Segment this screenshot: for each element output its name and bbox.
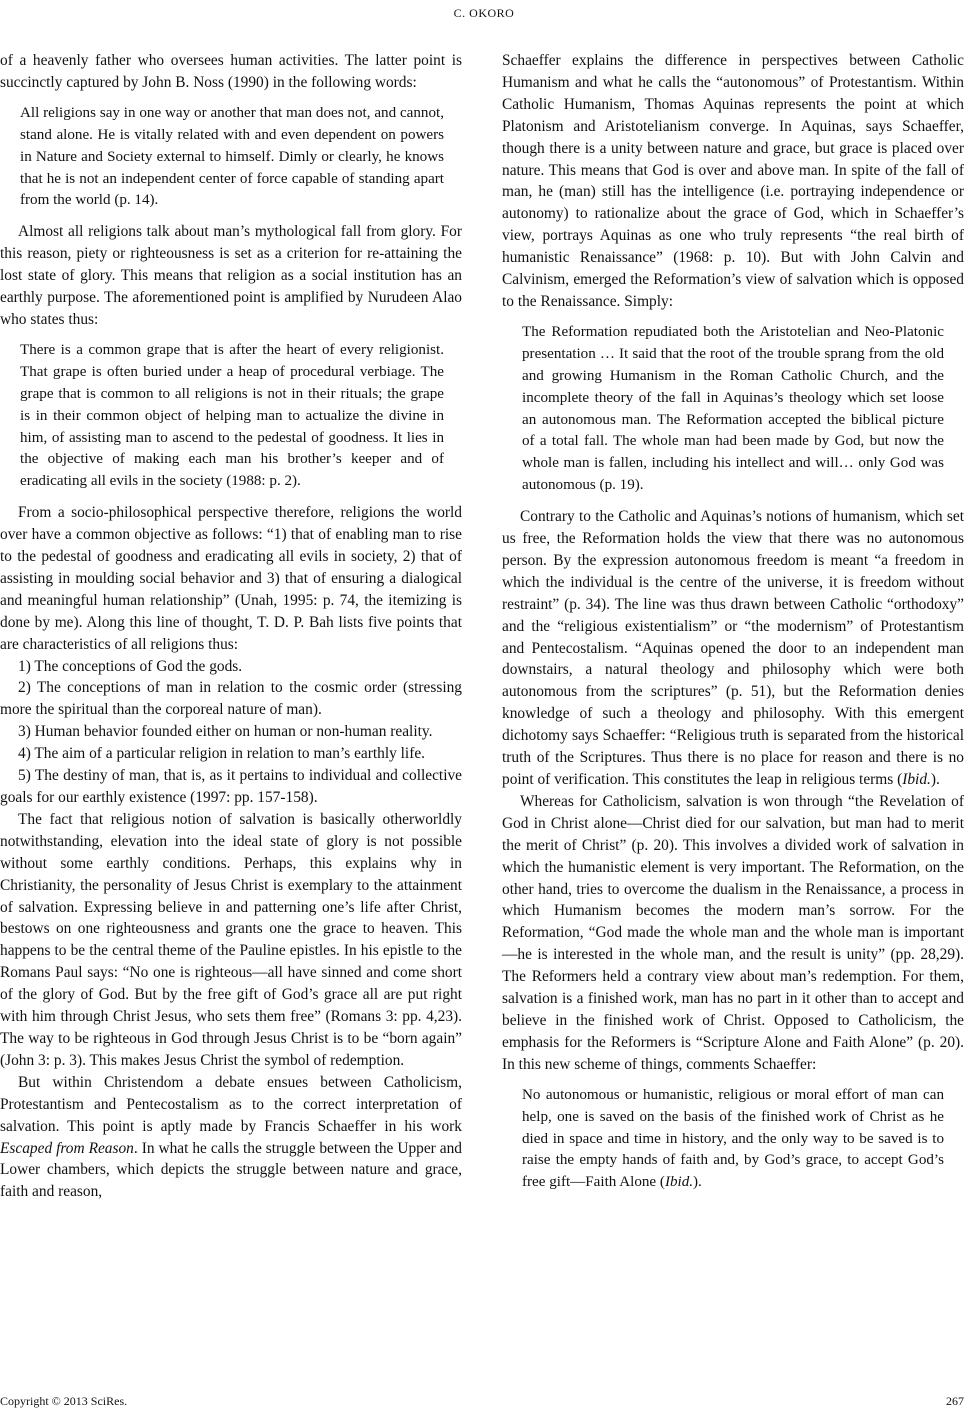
ibid-citation: Ibid. (664, 1174, 694, 1191)
text-run: . In what he calls the struggle between the Upper and Lower chambers, which depicts the struggle between nature and grace, faith and reason, (0, 1139, 462, 1201)
paragraph (502, 506, 964, 791)
book-title: Escaped from Reason (0, 1139, 134, 1157)
footer-copyright: Copyright © 2013 SciRes. (0, 1394, 128, 1408)
list-item: 5) The destiny of man, that is, as it pertains to individual and collective goals for our earthly existence (1997: pp. 157-158). (0, 767, 462, 806)
block-quote: All religions say in one way or another that man does not, and cannot, stand alone. He is vitally related with and even dependent on powers in Nature and Society external to himself. Dimly or clearly, he knows that he is not an independent center of force capable of standing apart from the world (p. 14). (20, 104, 444, 209)
block-quote (522, 1085, 944, 1195)
text-run: ). (930, 771, 940, 788)
paragraph: of a heavenly father who oversees human activities. The latter point is succinctly captured by John B. Noss (1990) in the following words: (0, 52, 462, 91)
ibid-citation: Ibid. (902, 771, 931, 788)
paragraph: The fact that religious notion of salvation is basically otherworldly notwithstanding, elevation into the ideal state of glory is not possible without some earthly conditions. Perhaps, this explains why in Christianity, the personality of Jesus Christ is exemplary to the attainment of salvation. Expressing believe in and patterning one’s life after Christ, bestows on one righteousness and grants one the grace to heaven. This happens to be the central theme of the Pauline epistles. In his epistle to the Romans Paul says: “No one is righteous—all have sinned and come short of the glory of God. But by the free gift of God’s grace all are put right with him through Christ Jesus, who sets them free” (Romans 3: pp. 4,23). The way to be righteous in God through Jesus Christ is to be “born again” (John 3: p. 3). This makes Jesus Christ the symbol of redemption. (0, 810, 462, 1069)
paragraph: From a socio-philosophical perspective therefore, religions the world over have a common objective as follows: “1) that of enabling man to rise to the pedestal of goodness and eradicating all evils in society, 2) that of assisting in moulding social behavior and 3) that of ensuring a dialogical and meaningful human relationship” (Unah, 1995: p. 74, the itemizing is done by me). Along this line of thought, T. D. P. Bah lists five points that are characteristics of all religions thus: (0, 504, 462, 653)
list-item: 3) Human behavior founded either on human or non-human reality. (18, 723, 433, 741)
block-quote: The Reformation repudiated both the Aristotelian and Neo-Platonic presentation … It said that the root of the trouble sprang from the old and growing Humanism in the Roman Catholic Church, and the incomplete theory of the fall in Aquinas’s theology which set loose an autonomous man. The Reformation accepted the biblical picture of a total fall. The whole man had been made by God, but now the whole man is fallen, including his intellect and will… only God was autonomous (p. 19). (522, 323, 944, 494)
text-run: ). (693, 1174, 702, 1191)
paragraph: Whereas for Catholicism, salvation is won through “the Revelation of God in Christ alone—Christ died for our salvation, but man had to merit the merit of Christ” (p. 20). This involves a divided work of salvation in which the humanistic element is very important. The Reformation, on the other hand, tries to overcome the dualism in the Renaissance, a process in which Humanism becomes the modern man’s sorrow. For the Reformation, “God made the whole man and the whole man is important—he is interested in the whole man, and the result is unity” (pp. 28,29). The Reformers held a contrary view about man’s redemption. For them, salvation is a finished work, man has no part in it other than to accept and believe in the finished work of Christ. Opposed to Catholicism, the emphasis for the Reformers is “Scripture Alone and Faith Alone” (p. 20). In this new scheme of things, comments Schaeffer: (502, 792, 964, 1073)
footer-page-number: 267 (946, 1394, 964, 1408)
text-run: Contrary to the Catholic and Aquinas’s notions of humanism, which set us free, the Reformation holds the view that there was no autonomous person. By the expression autonomous freedom is meant “a freedom in which the individual is the centre of the universe, it is freedom without restraint” (p. 34). The line was thus drawn between Catholic “orthodoxy” and the “religious existentialism” or “the modernism” of Protestantism and Pentecostalism. “Aquinas opened the door to an independent man downstairs, a natural theology and philosophy which were both autonomous from the scriptures” (p. 51), but the Reformation denies knowledge of such a theology and philosophy. With this emergent dichotomy says Schaeffer: “Religious truth is separated from the historical truth of the Scriptures. Thus there is no place for reason and there is no point of verification. This constitutes the leap in religious terms ( (502, 508, 964, 788)
text-run: No autonomous or humanistic, religious or moral effort of man can help, one is saved on the basis of the finished work of Christ as he died in space and time in history, and the only way to be saved is to raise the empty hands of faith and, by God’s grace, to accept God’s free gift—Faith Alone ( (522, 1086, 944, 1191)
list-item: 1) The conceptions of God the gods. (18, 657, 243, 675)
list-item: 4) The aim of a particular religion in relation to man’s earthly life. (18, 745, 426, 763)
list-item: 2) The conceptions of man in relation to the cosmic order (stressing more the spiritual than the corporeal nature of man). (0, 679, 462, 719)
paragraph: Schaeffer explains the difference in perspectives between Catholic Humanism and what he calls the “autonomous” of Protestantism. Within Catholic Humanism, Thomas Aquinas represents the point at which Platonism and Aristotelianism converge. In Aquinas, says Schaeffer, though there is a unity between nature and grace, but grace is placed over nature. This means that God is over and above man. In spite of the fall of man, he (man) still has the intelligence (i.e. portraying independence or autonomy) to rationalize about the grace of God, which in Schaeffer’s view, portrays Aquinas as one who truly represents “the real birth of humanistic Renaissance” (1968: p. 10). But with John Calvin and Calvinism, emerged the Reformation’s view of salvation which is opposed to the Renaissance. Simply: (502, 52, 964, 310)
text-run: But within Christendom a debate ensues between Catholicism, Protestantism and Pentecostalism as to the correct interpretation of salvation. This point is aptly made by Francis Schaeffer in his work (0, 1073, 462, 1135)
paragraph: Almost all religions talk about man’s mythological fall from glory. For this reason, piety or righteousness is set as a criterion for re-attaining the lost state of glory. This means that religion as a social institution has an earthly purpose. The aforementioned point is amplified by Nurudeen Alao who states thus: (0, 223, 462, 328)
block-quote: There is a common grape that is after the heart of every religionist. That grape is often buried under a heap of procedural verbiage. The grape that is common to all religions is not in their rituals; the grape is in their common object of helping man to actualize the divine in him, of assisting man to ascend to the pedestal of goodness. It lies in the objective of making each man his brother’s keeper and of eradicating all evils in the society (1988: p. 2). (20, 341, 444, 490)
running-head-author: C. OKORO (453, 6, 515, 20)
paragraph (0, 1072, 462, 1203)
right-column (502, 50, 964, 1203)
left-column (0, 50, 462, 1203)
